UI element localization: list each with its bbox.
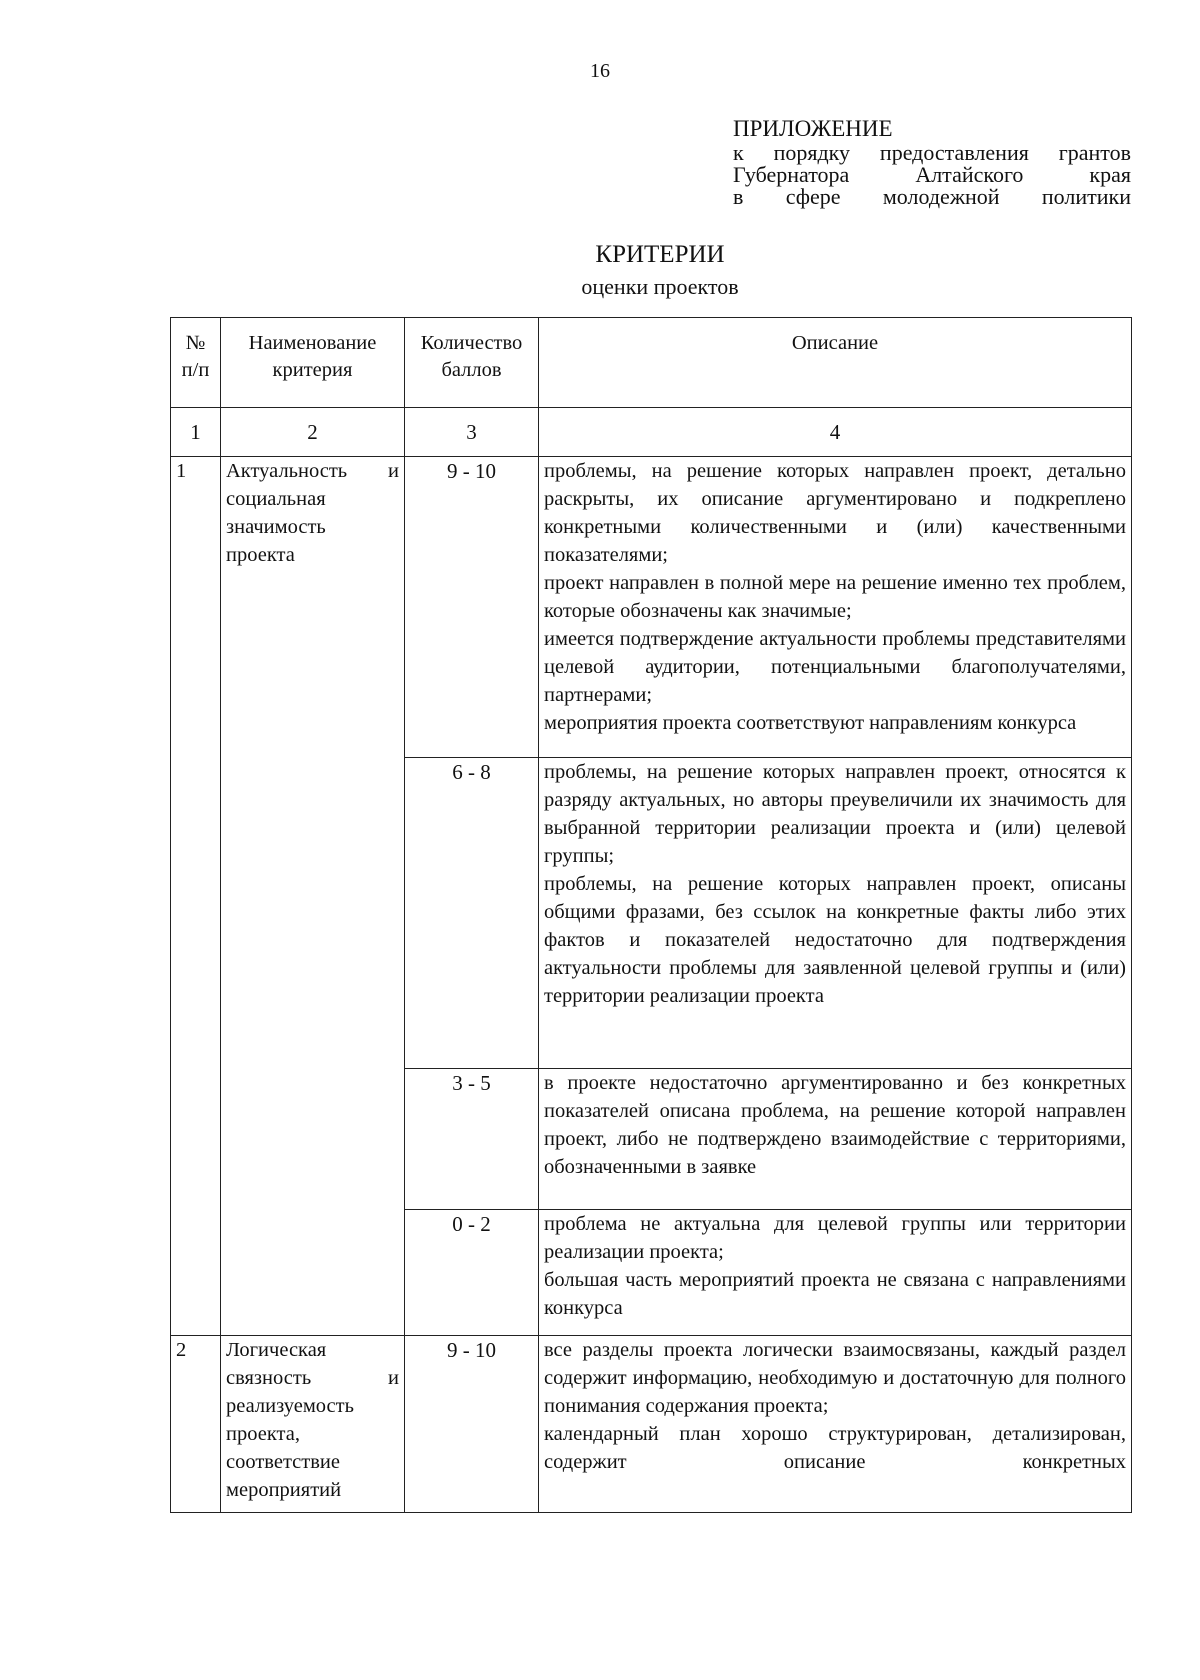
points-range: 9 - 10 (405, 1336, 539, 1513)
description-cell (539, 1069, 1132, 1210)
criterion-line: проекта (226, 544, 295, 566)
document-heading (0, 240, 1200, 300)
row-number: 1 (171, 457, 221, 1336)
description-paragraph: проблемы, на решение которых направлен проект, детально раскрыты, их описание аргументировано и подкреплено конкретными количественными и (или) качественными показателями; (544, 460, 1126, 566)
description-paragraph: проблема не актуальна для целевой группы или территории реализации проекта; (544, 1213, 1126, 1263)
points-range: 6 - 8 (405, 758, 539, 1069)
description-paragraph: в проекте недостаточно аргументированно и без конкретных показателей описана проблема, на решение которой направлен проект, либо не подтверждено взаимодействие с территориями, обозначенными в заявке (544, 1072, 1126, 1178)
points-range: 9 - 10 (405, 457, 539, 758)
description-cell (539, 457, 1132, 758)
appendix-block (733, 118, 1131, 208)
table-row (171, 457, 1132, 758)
description-paragraph: все разделы проекта логически взаимосвязаны, каждый раздел содержит информацию, необходимую и достаточную для полного понимания содержания проекта; (544, 1339, 1126, 1417)
table-row (171, 1336, 1132, 1513)
header-number: № п/п (171, 318, 221, 408)
page-number: 16 (590, 60, 610, 82)
appendix-line: Губернатора Алтайского края (733, 162, 1131, 187)
criterion-line: реализуемость (226, 1395, 354, 1417)
description-paragraph: проект направлен в полной мере на решение именно тех проблем, которые обозначены как значимые; (544, 572, 1126, 622)
column-number: 4 (539, 408, 1132, 457)
criteria-table (170, 317, 1132, 1513)
criterion-name (221, 457, 405, 1336)
criterion-line: Логическая (226, 1339, 327, 1361)
criterion-line: мероприятий (226, 1479, 342, 1501)
description-cell (539, 1336, 1132, 1513)
criterion-line: проекта, (226, 1423, 300, 1445)
points-range: 0 - 2 (405, 1210, 539, 1336)
description-paragraph: большая часть мероприятий проекта не связана с направлениями конкурса (544, 1269, 1126, 1319)
header-points: Количество баллов (405, 318, 539, 408)
heading-title: КРИТЕРИИ (595, 241, 725, 268)
description-cell (539, 1210, 1132, 1336)
appendix-line: к порядку предоставления грантов (733, 140, 1131, 165)
description-paragraph: календарный план хорошо структурирован, детализирован, содержит описание конкретных (544, 1423, 1126, 1473)
column-numbers-row (171, 408, 1132, 457)
heading-subtitle: оценки проектов (581, 274, 739, 299)
description-cell (539, 758, 1132, 1069)
criterion-line: социальная (226, 488, 326, 510)
description-paragraph: мероприятия проекта соответствуют направлениям конкурса (544, 712, 1077, 734)
column-number: 1 (171, 408, 221, 457)
description-paragraph: проблемы, на решение которых направлен проект, относятся к разряду актуальных, но авторы преувеличили их значимость для выбранной территории реализации проекта и (или) целевой группы; (544, 761, 1126, 867)
row-number: 2 (171, 1336, 221, 1513)
column-number: 3 (405, 408, 539, 457)
header-description: Описание (539, 318, 1132, 408)
description-paragraph: проблемы, на решение которых направлен проект, описаны общими фразами, без ссылок на конкретные факты либо этих фактов и показателей недостаточно для подтверждения актуальности проблемы для заявленной целевой группы и (или) территории реализации проекта (544, 873, 1126, 1007)
criterion-name (221, 1336, 405, 1513)
criterion-line: значимость (226, 516, 326, 538)
criterion-line: связность и (226, 1367, 399, 1389)
appendix-title: ПРИЛОЖЕНИЕ (733, 116, 893, 141)
column-number: 2 (221, 408, 405, 457)
appendix-line: в сфере молодежной политики (733, 184, 1131, 209)
table-header-row (171, 318, 1132, 408)
points-range: 3 - 5 (405, 1069, 539, 1210)
criterion-line: Актуальность и (226, 460, 399, 482)
criterion-line: соответствие (226, 1451, 340, 1473)
header-criterion: Наименование критерия (221, 318, 405, 408)
description-paragraph: имеется подтверждение актуальности проблемы представителями целевой аудитории, потенциальными благополучателями, партнерами; (544, 628, 1126, 706)
